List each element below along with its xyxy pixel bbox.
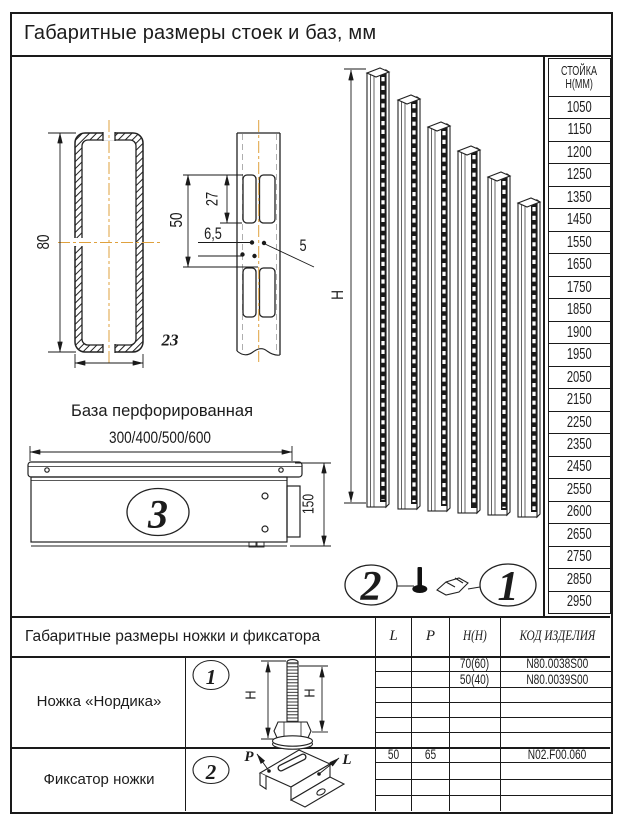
leg-dim-H-left: Н bbox=[241, 690, 259, 700]
table-row bbox=[376, 717, 613, 732]
stand-height-value: 1950 bbox=[567, 346, 592, 364]
stand-table-header bbox=[549, 59, 610, 96]
dim-5-label: 5 bbox=[299, 236, 307, 256]
column-header-H: Н(Н) bbox=[450, 617, 501, 656]
stand-height-value: 1650 bbox=[567, 256, 592, 274]
stand-height-row bbox=[549, 321, 610, 343]
stand-height-value: 1200 bbox=[567, 143, 592, 161]
callout-left-number: 2 bbox=[360, 564, 382, 610]
stand-height-value: 2150 bbox=[567, 391, 592, 409]
stand-height-row bbox=[549, 96, 610, 118]
stand-height-table bbox=[548, 58, 611, 614]
leg-label: Ножка «Нордика» bbox=[36, 693, 162, 710]
stand-height-row bbox=[549, 568, 610, 590]
stand-height-value: 2450 bbox=[567, 458, 592, 476]
stand-height-row bbox=[549, 433, 610, 455]
table-row bbox=[376, 702, 613, 717]
stand-height-value: 1150 bbox=[567, 121, 592, 139]
stand-height-value: 2250 bbox=[567, 413, 592, 431]
stand-height-value: 2750 bbox=[567, 548, 592, 566]
stand-height-value: 2850 bbox=[567, 570, 592, 588]
stand-height-value: 2600 bbox=[567, 503, 592, 521]
dim-50-label: 50 bbox=[167, 212, 187, 228]
stand-height-value: 1250 bbox=[567, 166, 592, 184]
stand-height-row bbox=[549, 478, 610, 500]
dim-6-5-label: 6,5 bbox=[204, 224, 222, 244]
stand-height-value: 1900 bbox=[567, 323, 592, 341]
dim-150-label: 150 bbox=[298, 493, 318, 515]
stand-height-value: 2350 bbox=[567, 436, 592, 453]
stand-table-header-line1: СТОЙКА bbox=[561, 63, 598, 78]
stand-height-row bbox=[549, 276, 610, 298]
stand-height-row bbox=[549, 298, 610, 320]
fixator-label: Фиксатор ножки bbox=[43, 770, 155, 788]
callout-right-number: 1 bbox=[497, 564, 519, 610]
stand-height-value: 1750 bbox=[567, 278, 592, 296]
table-row bbox=[376, 795, 613, 811]
bottom-table-column-headers bbox=[375, 617, 613, 656]
table-row bbox=[376, 762, 613, 778]
stand-height-value: 1350 bbox=[567, 188, 592, 206]
fixator-item-number: 2 bbox=[205, 760, 217, 784]
stand-height-row bbox=[549, 118, 610, 140]
column-header-code: КОД ИЗДЕЛИЯ bbox=[519, 628, 595, 644]
stand-height-row bbox=[549, 163, 610, 185]
leg-item-number: 1 bbox=[205, 665, 217, 689]
leg-dim-H-right: Н bbox=[300, 688, 318, 698]
title-separator bbox=[10, 55, 612, 57]
table-row bbox=[376, 687, 613, 702]
stand-height-row bbox=[549, 253, 610, 275]
stand-height-value: 1550 bbox=[567, 233, 592, 251]
stand-height-value: 2550 bbox=[567, 480, 592, 498]
stand-height-row bbox=[549, 411, 610, 433]
table-row bbox=[376, 732, 613, 747]
stand-height-value: 2950 bbox=[567, 593, 592, 611]
stand-height-value: 2650 bbox=[567, 525, 592, 543]
stand-height-row bbox=[549, 366, 610, 388]
stand-height-row bbox=[549, 141, 610, 163]
stand-height-value: 2050 bbox=[567, 368, 592, 386]
bottom-table-section-title: Габаритные размеры ножки и фиксатора bbox=[25, 627, 321, 645]
dim-27-label: 27 bbox=[202, 191, 223, 207]
leg-data-rows bbox=[375, 656, 613, 747]
fixator-L-label: L bbox=[342, 752, 352, 768]
fixator-data-rows bbox=[375, 747, 613, 811]
table-row: 70(60) N80.0038S00 bbox=[376, 656, 613, 671]
table-row: 50(40) N80.0039S00 bbox=[376, 671, 613, 687]
column-header-L: L bbox=[376, 617, 412, 656]
stand-height-row bbox=[549, 591, 610, 613]
stand-height-value: 1050 bbox=[567, 98, 592, 116]
page-title: Габаритные размеры стоек и баз, мм bbox=[24, 22, 377, 44]
stand-height-row bbox=[549, 546, 610, 568]
column-header-P: P bbox=[412, 617, 450, 656]
leg-label-cell bbox=[13, 656, 186, 747]
stand-height-row bbox=[549, 388, 610, 410]
fixator-P-label: P bbox=[244, 749, 254, 765]
stand-table-header-line2: Н(ММ) bbox=[565, 76, 594, 91]
stand-height-row bbox=[549, 186, 610, 208]
posts-height-label: Н bbox=[328, 290, 348, 300]
stand-height-row bbox=[549, 343, 610, 365]
stand-height-row bbox=[549, 208, 610, 230]
stand-height-value: 1450 bbox=[567, 211, 592, 229]
base-width-options: 300/400/500/600 bbox=[109, 428, 211, 448]
base-title: База перфорированная bbox=[70, 402, 254, 420]
stand-height-row bbox=[549, 501, 610, 523]
base-item-number: 3 bbox=[148, 491, 168, 537]
dim-80-label: 80 bbox=[34, 234, 54, 250]
stand-height-row bbox=[549, 523, 610, 545]
stand-height-row bbox=[549, 231, 610, 253]
table-row bbox=[376, 779, 613, 795]
drawing-table-divider bbox=[543, 55, 545, 617]
stand-table-rows bbox=[549, 96, 610, 613]
fixator-label-cell bbox=[13, 747, 186, 811]
dim-23-label: 23 bbox=[161, 330, 179, 350]
table-row: 50 65 N02.F00.060 bbox=[376, 747, 613, 762]
stand-height-row bbox=[549, 456, 610, 478]
stand-height-value: 1850 bbox=[567, 301, 592, 319]
